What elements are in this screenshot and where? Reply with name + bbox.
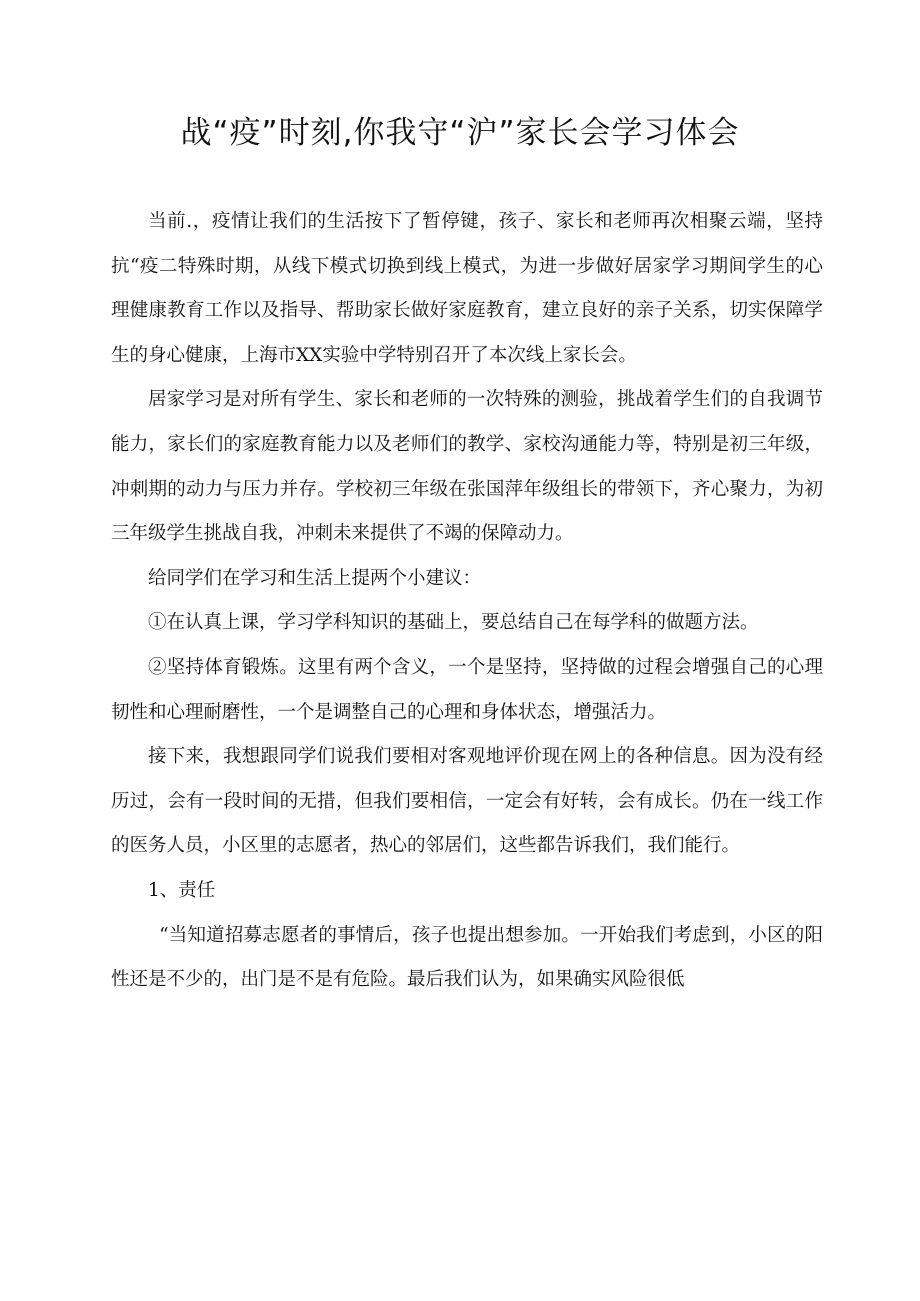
paragraph-intro: 当前.，疫情让我们的生活按下了暂停键，孩子、家长和老师再次相聚云端，坚持抗“疫二特殊时期，从线下模式切换到线上模式，为进一步做好居家学习期间学生的心理健康教育工作以及指导、帮助家长做好家庭教育，建立良好的亲子关系，切实保障学生的身心健康，上海市XX实验中学特别召开了本次线上家长会。 [111, 211, 823, 366]
paragraph-volunteer-quote: “当知道招募志愿者的事情后，孩子也提出想参加。一开始我们考虑到，小区的阳性还是不少的，出门是不是有危险。最后我们认为，如果确实风险很低 [111, 924, 823, 991]
document-body [111, 200, 823, 1003]
section-heading-responsibility: 1、责任 [148, 879, 216, 901]
paragraph-information: 接下来，我想跟同学们说我们要相对客观地评价现在网上的各种信息。因为没有经历过，会有一段时间的无措，但我们要相信，一定会有好转，会有成长。仍在一线工作的医务人员，小区里的志愿者，热心的邻居们，这些都告诉我们，我们能行。 [111, 746, 823, 857]
paragraph-suggestions-lead: 给同学们在学习和生活上提两个小建议： [148, 567, 482, 589]
document-title: 战“疫”时刻,你我守“沪”家长会学习体会 [180, 115, 740, 151]
paragraph-suggestion-1: ①在认真上课，学习学科知识的基础上，要总结自己在每学科的做题方法。 [148, 612, 759, 634]
paragraph-home-learning: 居家学习是对所有学生、家长和老师的一次特殊的测验，挑战着学生们的自我调节能力，家长们的家庭教育能力以及老师们的教学、家校沟通能力等，特别是初三年级，冲刺期的动力与压力并存。学校初三年级在张国萍年级组长的带领下，齐心聚力，为初三年级学生挑战自我，冲刺未来提供了不竭的保障动力。 [111, 389, 823, 545]
paragraph-suggestion-2: ②坚持体育锻炼。这里有两个含义，一个是坚持，坚持做的过程会增强自己的心理韧性和心理耐磨性，一个是调整自己的心理和身体状态，增强活力。 [111, 656, 823, 723]
